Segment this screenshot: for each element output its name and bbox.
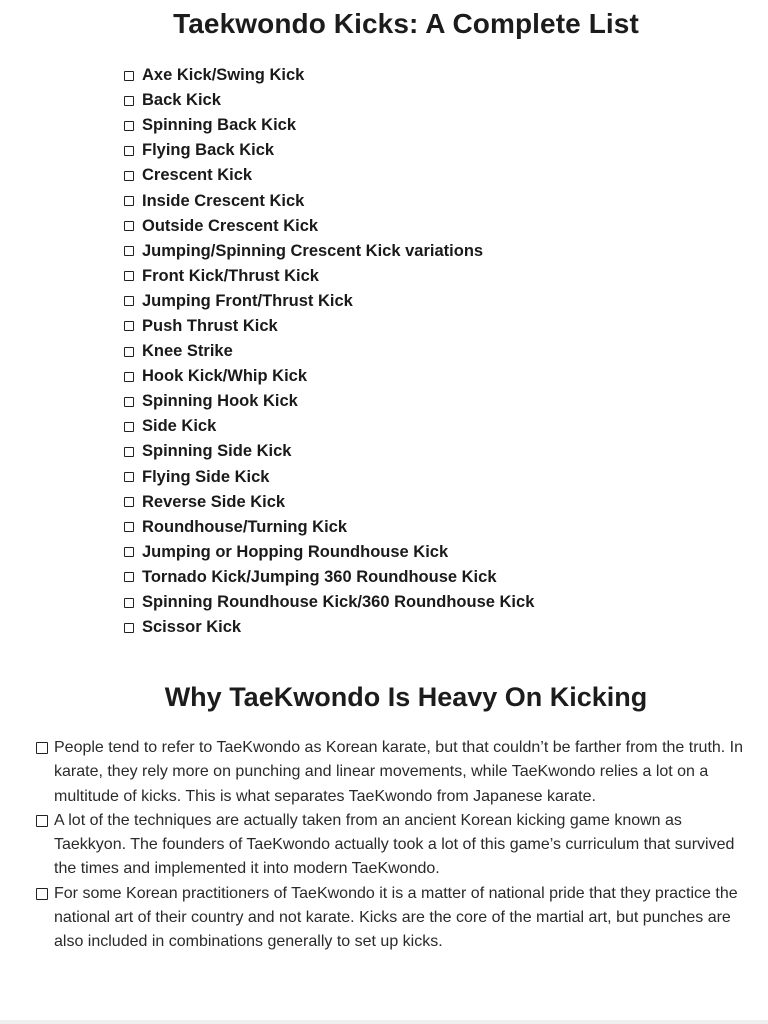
page-title: Taekwondo Kicks: A Complete List — [173, 8, 639, 39]
list-item — [124, 188, 534, 213]
checkbox-icon[interactable] — [124, 171, 134, 181]
list-item — [124, 163, 534, 188]
list-item — [124, 264, 534, 289]
list-item — [124, 465, 534, 490]
checkbox-icon[interactable] — [124, 246, 134, 256]
list-item — [124, 590, 534, 615]
kick-label: Scissor Kick — [142, 618, 242, 637]
checkbox-icon[interactable] — [124, 598, 134, 608]
kick-label: Flying Back Kick — [142, 141, 275, 160]
list-item — [124, 565, 534, 590]
list-item — [124, 289, 534, 314]
kick-label: Hook Kick/Whip Kick — [142, 367, 308, 386]
bottom-divider — [0, 1020, 768, 1024]
kick-label: Crescent Kick — [142, 166, 253, 185]
checkbox-icon[interactable] — [124, 296, 134, 306]
checkbox-icon[interactable] — [36, 742, 48, 754]
checkbox-icon[interactable] — [124, 547, 134, 557]
list-item — [124, 138, 534, 163]
kick-label: Axe Kick/Swing Kick — [142, 66, 305, 85]
kick-label: Back Kick — [142, 91, 221, 110]
checkbox-icon[interactable] — [124, 121, 134, 131]
list-item — [124, 314, 534, 339]
kick-label: Front Kick/Thrust Kick — [142, 266, 319, 285]
list-item — [124, 439, 534, 464]
kick-label: Knee Strike — [142, 342, 233, 361]
list-item — [124, 364, 534, 389]
kick-label: Jumping/Spinning Crescent Kick variations — [142, 241, 484, 260]
kick-label: Spinning Hook Kick — [142, 392, 298, 411]
checkbox-icon[interactable] — [124, 623, 134, 633]
list-item — [36, 736, 752, 809]
kick-label: Outside Crescent Kick — [142, 216, 319, 235]
kick-label: Spinning Back Kick — [142, 116, 297, 135]
kick-label: Flying Side Kick — [142, 467, 270, 486]
list-item — [124, 113, 534, 138]
reasons-list — [36, 736, 752, 955]
checkbox-icon[interactable] — [124, 71, 134, 81]
list-item — [124, 63, 534, 88]
checkbox-icon[interactable] — [124, 572, 134, 582]
paragraph-text: People tend to refer to TaeKwondo as Korean karate, but that couldn’t be farther from the truth. In karate, they rely more on punching and linear movements, while TaeKwondo relies a lot on a multitude of kicks. This is what separates TaeKwondo from Japanese karate. — [54, 739, 744, 805]
checkbox-icon[interactable] — [124, 497, 134, 507]
list-item — [36, 809, 752, 882]
checkbox-icon[interactable] — [124, 347, 134, 357]
kick-label: Push Thrust Kick — [142, 316, 278, 335]
list-item — [124, 490, 534, 515]
checkbox-icon[interactable] — [124, 397, 134, 407]
checkbox-icon[interactable] — [124, 522, 134, 532]
checkbox-icon[interactable] — [124, 372, 134, 382]
kick-label: Jumping or Hopping Roundhouse Kick — [142, 542, 449, 561]
checkbox-icon[interactable] — [124, 196, 134, 206]
list-item — [124, 214, 534, 239]
list-item — [124, 239, 534, 264]
checkbox-icon[interactable] — [124, 96, 134, 106]
kick-label: Roundhouse/Turning Kick — [142, 517, 348, 536]
list-item — [124, 615, 534, 640]
kick-checklist — [124, 63, 534, 640]
checkbox-icon[interactable] — [36, 888, 48, 900]
checkbox-icon[interactable] — [124, 321, 134, 331]
checkbox-icon[interactable] — [124, 221, 134, 231]
kick-label: Spinning Side Kick — [142, 442, 292, 461]
checkbox-icon[interactable] — [124, 146, 134, 156]
list-item — [124, 389, 534, 414]
paragraph-text: A lot of the techniques are actually taken from an ancient Korean kicking game known as Taekkyon. The founders of TaeKwondo actually took a lot of this game’s curriculum that survived the times and implemented it into modern TaeKwondo. — [54, 811, 735, 878]
kick-label: Inside Crescent Kick — [142, 191, 305, 210]
list-item — [124, 88, 534, 113]
checkbox-icon[interactable] — [124, 422, 134, 432]
checkbox-icon[interactable] — [36, 815, 48, 827]
checkbox-icon[interactable] — [124, 472, 134, 482]
list-item — [124, 339, 534, 364]
kick-label: Spinning Roundhouse Kick/360 Roundhouse Kick — [142, 593, 535, 612]
kick-label: Tornado Kick/Jumping 360 Roundhouse Kick — [142, 567, 497, 586]
list-item — [36, 882, 752, 955]
checkbox-icon[interactable] — [124, 447, 134, 457]
kick-label: Reverse Side Kick — [142, 492, 286, 511]
list-item — [124, 540, 534, 565]
kick-label: Side Kick — [142, 417, 217, 436]
kick-label: Jumping Front/Thrust Kick — [142, 291, 353, 310]
checkbox-icon[interactable] — [124, 271, 134, 281]
paragraph-text: For some Korean practitioners of TaeKwondo it is a matter of national pride that they practice the national art of their country and not karate. Kicks are the core of the martial art, but punches are also included in combinations generally to set up kicks. — [54, 884, 738, 951]
list-item — [124, 414, 534, 439]
section-title: Why TaeKwondo Is Heavy On Kicking — [164, 682, 648, 712]
list-item — [124, 515, 534, 540]
